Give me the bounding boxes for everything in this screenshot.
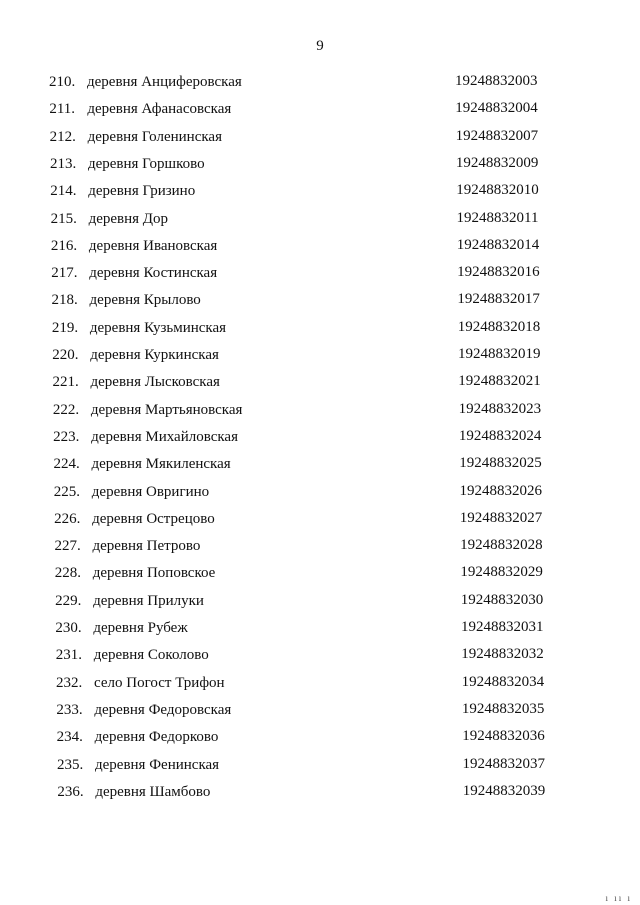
entry-number: 222. [52,401,80,418]
entry-number: 220. [52,347,79,363]
entry-code: 19248832007 [455,127,539,144]
entry-name: деревня Мартьяновская [90,401,243,418]
entry-number: 226. [54,510,81,527]
entry-number: 232. [56,674,83,691]
entry-code: 19248832011 [456,209,539,226]
entry-number: 230. [55,620,82,636]
entry-number: 227. [54,538,81,555]
entry-code: 19248832024 [458,427,542,444]
entry-code: 19248832003 [455,73,538,89]
entry-code: 19248832035 [461,700,545,717]
entry-name: деревня Рубеж [93,620,188,636]
entry-code: 19248832032 [461,646,544,663]
list-item [55,618,187,638]
list-item [57,755,219,775]
entry-code: 19248832037 [462,755,545,772]
entry-number: 229. [55,592,82,609]
entry-number: 216. [50,237,78,254]
entry-name: деревня Анциферовская [87,74,242,90]
entry-name: деревня Куркинская [90,347,219,363]
entry-number: 221. [52,374,79,391]
entry-number: 215. [50,210,77,227]
entry-number: 219. [51,319,79,336]
list-item [50,154,205,174]
list-item [50,181,195,201]
list-item [54,509,215,529]
entry-code: 19248832017 [457,291,540,308]
entry-name: деревня Ивановская [88,237,218,254]
entry-code: 19248832027 [459,509,543,526]
list-item [53,454,230,474]
entry-code: 19248832016 [457,264,540,281]
entry-name: деревня Гризино [88,183,196,200]
entry-name: деревня Горшково [87,155,205,172]
scan-marks: ı ıı ı [605,893,632,903]
entry-name: деревня Поповское [92,565,216,582]
list-item [56,645,209,665]
entry-number: 213. [49,155,77,172]
list-item [49,72,242,92]
entry-name: деревня Шамбово [95,783,211,800]
list-item [53,372,220,392]
entry-name: деревня Голенинская [87,128,222,145]
entry-number: 210. [49,74,76,90]
list-item [51,236,217,256]
list-item [51,263,217,283]
entry-code: 19248832025 [459,455,542,472]
entry-code: 19248832039 [462,782,546,799]
entry-number: 233. [56,701,83,718]
entry-code: 19248832023 [458,400,542,417]
entry-name: деревня Острецово [92,510,215,527]
list-item [57,782,210,802]
entry-name: деревня Лысковская [90,374,220,391]
entry-code: 19248832031 [461,619,544,635]
entry-name: деревня Фенинская [95,756,220,773]
entry-name: деревня Прилуки [93,592,204,609]
entry-number: 214. [50,183,77,200]
list-item [51,209,168,229]
entry-name: деревня Мякиленская [91,456,231,473]
entry-code: 19248832029 [460,564,543,581]
entry-number: 212. [49,128,76,145]
entry-name: деревня Петрово [92,538,201,555]
list-item [52,290,201,310]
list-item [54,482,209,502]
entry-code: 19248832019 [458,346,541,362]
entry-number: 235. [57,756,84,773]
entry-name: деревня Федорково [94,729,219,746]
list-item [54,536,200,556]
entry-code: 19248832021 [458,373,541,390]
entry-name: деревня Дор [88,210,169,227]
entry-number: 218. [51,292,78,309]
entry-code: 19248832026 [459,482,542,499]
entry-number: 231. [55,647,82,664]
entry-code: 19248832028 [460,537,543,554]
entry-number: 236. [57,783,84,800]
entry-name: деревня Михайловская [91,428,238,445]
list-item [57,727,219,747]
entry-code: 19248832004 [455,100,538,117]
list-item [56,673,225,693]
entry-name: село Погост Трифон [94,674,225,691]
list-item [53,427,238,447]
entry-name: деревня Афанасовская [87,101,232,118]
entry-name: деревня Кузьминская [89,319,227,336]
entry-code: 19248832036 [462,728,545,745]
entry-number: 234. [56,729,83,746]
list-item [55,591,204,611]
entry-number: 228. [54,565,81,582]
entry-name: деревня Крылово [89,292,201,309]
list-item [56,700,231,720]
entry-code: 19248832009 [455,154,539,171]
entry-code: 19248832018 [457,318,541,335]
entry-name: деревня Костинская [89,265,218,282]
entry-code: 19248832030 [460,591,544,608]
entry-number: 211. [49,101,76,118]
entry-number: 224. [53,456,80,473]
page-number: 9 [316,38,324,54]
entry-name: деревня Федоровская [94,701,232,718]
entry-code: 19248832034 [461,673,545,690]
entry-number: 217. [51,265,78,282]
list-item [50,127,222,147]
list-item [55,563,216,583]
list-item [52,345,219,365]
entry-code: 19248832014 [456,236,540,253]
entry-name: деревня Соколово [93,647,209,664]
list-item [53,400,243,420]
entry-code: 19248832010 [456,182,539,199]
entry-number: 223. [53,428,80,445]
entry-number: 225. [53,483,81,500]
list-item [52,318,226,338]
list-item [49,99,231,119]
entry-name: деревня Овригино [91,483,210,500]
